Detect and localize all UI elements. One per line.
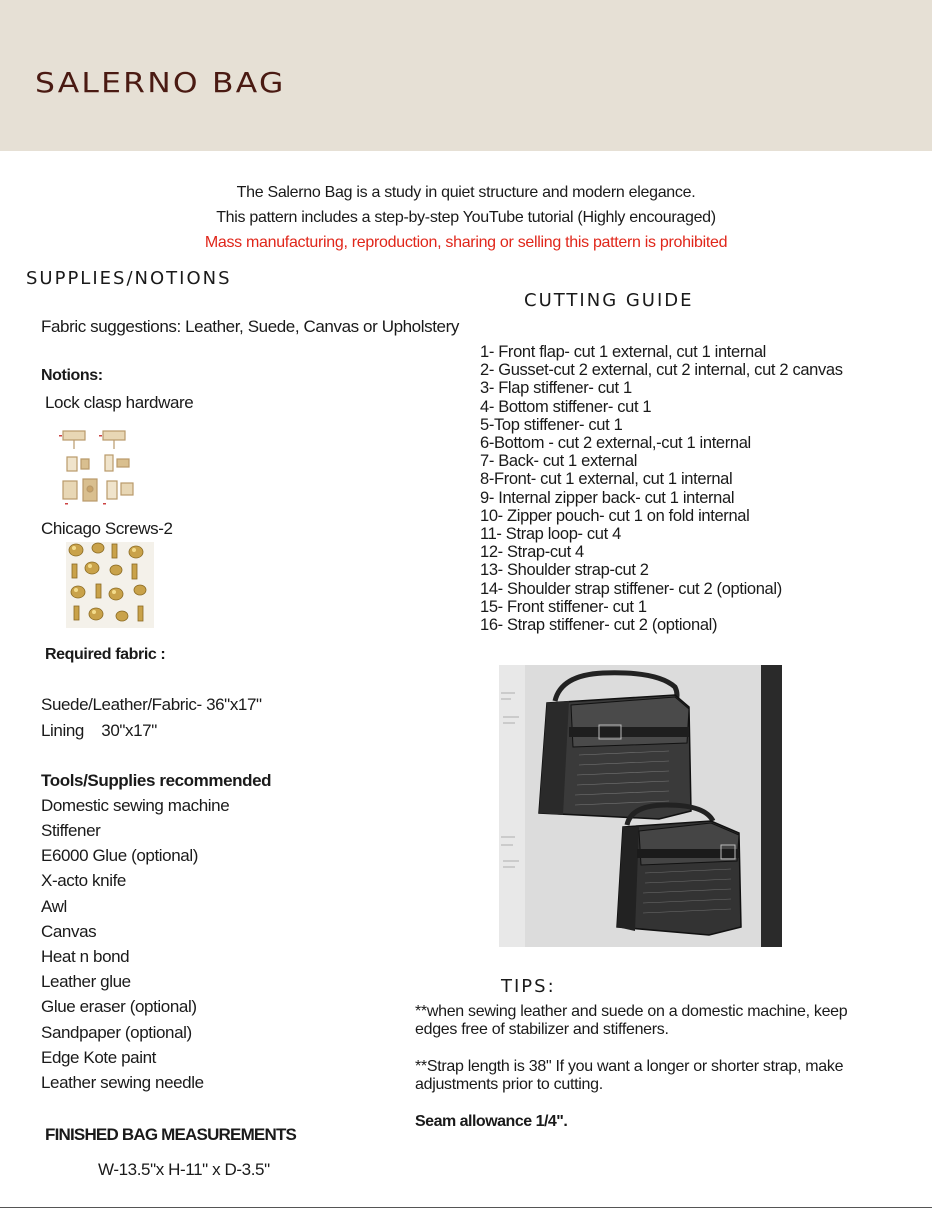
supplies-heading: SUPPLIES/NOTIONS — [26, 268, 232, 289]
cutting-item: 9- Internal zipper back- cut 1 internal — [480, 488, 735, 507]
tool-item: E6000 Glue (optional) — [41, 846, 198, 865]
required-fabric-heading: Required fabric : — [45, 646, 166, 663]
tool-item: Leather glue — [41, 972, 131, 991]
cutting-item: 4- Bottom stiffener- cut 1 — [480, 397, 652, 416]
cutting-item: 16- Strap stiffener- cut 2 (optional) — [480, 616, 718, 635]
cutting-item: 13- Shoulder strap-cut 2 — [480, 561, 649, 580]
cutting-item: 11- Strap loop- cut 4 — [480, 525, 621, 544]
tool-item: X-acto knife — [41, 871, 126, 890]
tool-item: Domestic sewing machine — [41, 796, 230, 815]
tool-item: Heat n bond — [41, 947, 130, 966]
tip-sewing-leather: **when sewing leather and suede on a domestic machine, keep edges free of stabilizer and stiffeners. — [415, 1003, 848, 1038]
cutting-item: 6-Bottom - cut 2 external,-cut 1 internal — [480, 434, 751, 453]
tool-item: Edge Kote paint — [41, 1048, 156, 1067]
intro-line-2: This pattern includes a step-by-step YouTube tutorial (Highly encouraged) — [216, 209, 716, 226]
tool-item: Stiffener — [41, 821, 101, 840]
bag-sketch-illustration — [499, 665, 782, 947]
intro — [0, 180, 932, 255]
cutting-item: 10- Zipper pouch- cut 1 on fold internal — [480, 506, 750, 525]
cutting-item: 7- Back- cut 1 external — [480, 452, 638, 471]
measurements-value: W-13.5"x H-11" x D-3.5" — [98, 1160, 270, 1179]
tool-item: Sandpaper (optional) — [41, 1023, 192, 1042]
tool-item: Awl — [41, 897, 67, 916]
tool-item: Glue eraser (optional) — [41, 997, 197, 1016]
tip-strap-length: **Strap length is 38" If you want a longer or shorter strap, make adjustments prior to cutting. — [415, 1058, 844, 1093]
cutting-item: 12- Strap-cut 4 — [480, 543, 584, 562]
chicago-screws-photo — [66, 542, 154, 628]
intro-line-1: The Salerno Bag is a study in quiet structure and modern elegance. — [236, 184, 696, 201]
fabric-suggestions: Fabric suggestions: Leather, Suede, Canvas or Upholstery — [41, 317, 459, 336]
notions-heading: Notions: — [41, 367, 103, 384]
tips-heading: TIPS: — [501, 976, 556, 997]
bottom-rule — [0, 1207, 932, 1208]
cutting-item: 2- Gusset-cut 2 external, cut 2 internal, cut 2 canvas — [480, 361, 843, 380]
measurements-heading: FINISHED BAG MEASUREMENTS — [45, 1125, 297, 1144]
tool-item: Leather sewing needle — [41, 1073, 204, 1092]
cutting-item: 15- Front stiffener- cut 1 — [480, 597, 647, 616]
tools-heading: Tools/Supplies recommended — [41, 771, 272, 790]
notion-lock-clasp: Lock clasp hardware — [45, 393, 194, 412]
cutting-guide-heading: CUTTING GUIDE — [524, 290, 694, 311]
page-title: SALERNO BAG — [35, 66, 286, 99]
tool-item: Canvas — [41, 922, 97, 941]
cutting-item: 1- Front flap- cut 1 external, cut 1 internal — [480, 343, 766, 361]
lock-clasp-diagram — [55, 425, 141, 511]
notion-chicago-screws: Chicago Screws-2 — [41, 519, 173, 538]
copyright-warning: Mass manufacturing, reproduction, sharing or selling this pattern is prohibited — [204, 234, 728, 251]
cutting-list — [480, 343, 843, 634]
cutting-item: 5-Top stiffener- cut 1 — [480, 415, 623, 434]
fabric-main: Suede/Leather/Fabric- 36"x17" — [41, 695, 262, 714]
cutting-item: 8-Front- cut 1 external, cut 1 internal — [480, 470, 733, 489]
cutting-item: 3- Flap stiffener- cut 1 — [480, 379, 632, 398]
header-banner — [0, 0, 932, 151]
fabric-lining: Lining 30"x17" — [41, 721, 157, 740]
seam-allowance: Seam allowance 1/4". — [415, 1113, 568, 1130]
cutting-item: 14- Shoulder strap stiffener- cut 2 (optional) — [480, 579, 782, 598]
